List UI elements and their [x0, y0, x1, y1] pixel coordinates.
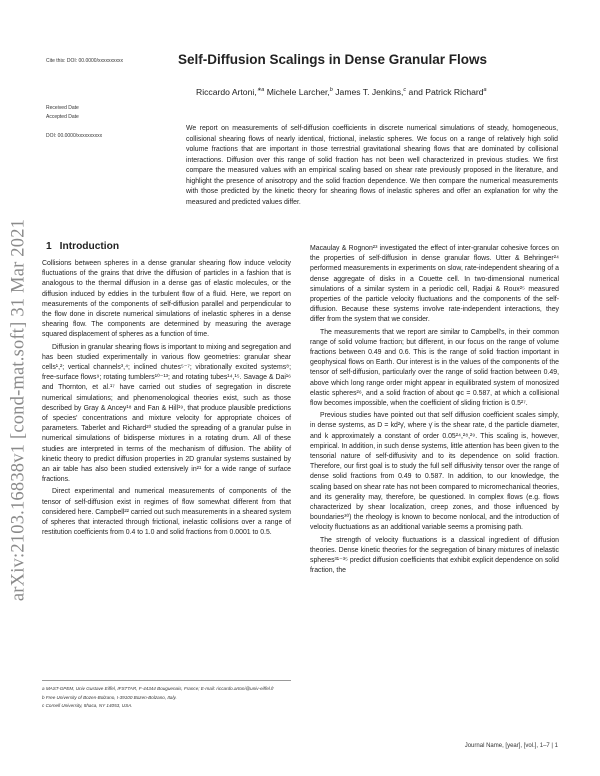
paper-title: Self-Diffusion Scalings in Dense Granular Flows	[178, 52, 488, 67]
author-affiliation: ∗a	[256, 87, 265, 94]
page-footer: Journal Name, [year], [vol.], 1–7 | 1	[464, 743, 558, 749]
cite-doi: Cite this: DOI: 00.0000/xxxxxxxxxx	[46, 58, 123, 64]
section-heading	[46, 241, 119, 252]
right-column	[310, 244, 559, 579]
author-affiliation: b	[329, 87, 333, 94]
section-number: 1	[46, 241, 52, 252]
arxiv-stamp	[2, 200, 36, 620]
author-name: Michele Larcher,	[266, 87, 330, 97]
doi: DOI: 00.0000/xxxxxxxxxx	[46, 133, 103, 139]
received-date: Received Date	[46, 105, 79, 111]
paragraph: Previous studies have pointed out that self diffusion coefficient scales simply, in dense systems, as D = kd²γ̇, where γ̇ is the shear rate, d the particle diameter, and k approximately a constant of order 0.05²⁴,²⁸,²⁹. This scaling is, however, empirical. In addition, in such dense systems, little attention has been given to the tensorial nature of self-diffusivity and to its dependence on solid fraction. Therefore, our first goal is to study the full self diffusivity tensor over the range of dense solid fractions from 0.49 to 0.587. In addition, to our knowledge, the scaling based on shear rate has not been compared to micromechanical theories, and its generality may, therefore, be questioned. In complex flows (e.g. flows characterized by shear localization, creep zones, and those influenced by boundaries³⁰) the rheology is known to become nonlocal, and the introduction of velocity fluctuations as an additional variable seems a promising path.	[310, 412, 559, 532]
paragraph: Collisions between spheres in a dense granular shearing flow induce velocity fluctuations of the grains that drive the diffusion of particles in a fashion that is analogous to the thermal diffusion in a dense gas of elastic molecules, or the diffusion induced by eddies in the turbulent flow of a fluid. Here, we report on measurements of the components of self-diffusion parallel and perpendicular to the flow done in discrete numerical simulations of inelastic spheres in a dense shearing flow. The components are determined by measuring the average squared displacement of spheres as a function of time.	[42, 260, 291, 339]
abstract: We report on measurements of self-diffusion coefficients in discrete numerical simulations of steady, homogeneous, collisional shearing flows of nearly identical, frictional, inelastic spheres. We focus on a range of relatively high solid volume fractions that are important in those terrestrial gravitational shearing flows that are dominated by collisional interactions. Diffusion over this range of solid fraction has not been well characterized in previous studies. We first compare the measured values with an empirical scaling based on shear rate previously proposed in the literature, and highlight the presence of anisotropy and the solid fraction dependence. We then compare the numerical measurements with those predicted by the kinetic theory for shearing flows of inelastic spheres and offer an explanation for why the measured and predicted values differ.	[186, 125, 558, 206]
author-affiliation: c	[403, 87, 407, 94]
left-column	[42, 259, 291, 540]
dates-block	[46, 104, 102, 141]
author-name: James T. Jenkins,	[335, 87, 404, 97]
section-title: Introduction	[59, 241, 120, 252]
footnote: c Cornell University, Ithaca, NY 14053, USA.	[42, 703, 133, 708]
footnote: b Free University of Bozen-Bolzano, I-39100 Bozen-Bolzano, Italy.	[42, 694, 177, 700]
paragraph: The strength of velocity fluctuations is a classical ingredient of diffusion theories. Dense kinetic theories for the segregation of binary mixtures of inelastic spheres³¹⁻³⁵ predict diffusion coefficients that exhibit explicit dependence on solid fraction, the	[310, 536, 559, 575]
arxiv-stamp-text: arXiv:2103.16838v1 [cond-mat.soft] 31 Mar 2021	[8, 218, 29, 602]
accepted-date: Accepted Date	[46, 114, 79, 120]
author-affiliation: a	[483, 87, 487, 94]
footnote-divider	[42, 680, 291, 681]
footnotes	[42, 685, 291, 711]
paragraph: Macaulay & Rognon²³ investigated the effect of inter-granular cohesive forces on the properties of self-diffusion in dense granular flows. Utter & Behringer²⁴ performed measurements in experiments on slow, rate-independent shearing of a dense aggregate of disks in a Couette cell. In two-dimensional numerical simulations of a similar system in a periodic cell, Radjai & Roux²⁵ measured properties of the particle velocity fluctuations and the components of the self-diffusion. Because these systems involve rate-independent interactions, they differ from the system that we consider.	[310, 245, 559, 324]
footnote: a MAST-GPEM, Univ Gustave Eiffel, IFSTTAR, F-44344 Bouguenais, France; E-mail: riccardo.artoni@univ-eiffel.fr	[42, 686, 274, 691]
paragraph: The measurements that we report are similar to Campbell's, in their common range of solid volume fraction; but different, in our focus on the range of volume fractions between 0.49 and 0.6. This is the range of solid fraction important in geophysical flows on Earth. Our interest is in the values of the components of the tensor of self-diffusion, particularly over the range of solid fraction between 0.49, above which long range order might appear in equilibrated system of monosized elastic spheres²⁶, and a solid fraction of about φc = 0.587, at which a collisional flow becomes impossible, when the coefficient of sliding friction is 0.5²⁷.	[310, 328, 559, 408]
author-name: and Patrick Richard	[408, 87, 484, 97]
paragraph: Diffusion in granular shearing flows is important to mixing and segregation and has been studied experimentally in various flow geometries: granular shear cells¹,²; vertical channels³,⁴; inclined chutes⁵⁻⁷; vibrationally excited systems⁸; free-surface flows⁹; rotating tumblers¹⁰⁻¹³; and rotating tubes¹⁴,¹⁵. Savage & Dai¹⁶ and Thornton, et al.¹⁷ have carried out studies of segregation in discrete numerical simulations; and phenomenological theories exist, such as those described by Gray & Ancey¹⁸ and Fan & Hill¹⁹, that produce plausible predictions of species' concentrations and mixture velocity for appropriate choices of parameters. Taberlet and Richard²⁰ studied the spreading of a granular pulse in numerical simulations of bidisperse mixtures in a rotating drum. All of these studies are interpreted in terms of the mechanism of diffusion. The ability of kinetic theory to predict diffusion properties in 2D granular systems sustained by an air table has also been studied extensively in²¹ for a wide range of surface fractions.	[42, 343, 291, 484]
author-name: Riccardo Artoni,	[196, 87, 257, 97]
paragraph: Direct experimental and numerical measurements of components of the tensor of self-diffusion exist in regimes of flow somewhat different from that considered here. Campbell²² carried out such measurements in a sheared system of spheres that interacted through frictional, inelastic collisions over a range of restitution coefficients from 0.4 to 1.0 and solid fractions from 0.0001 to 0.5.	[42, 488, 291, 537]
author-list	[196, 87, 576, 97]
